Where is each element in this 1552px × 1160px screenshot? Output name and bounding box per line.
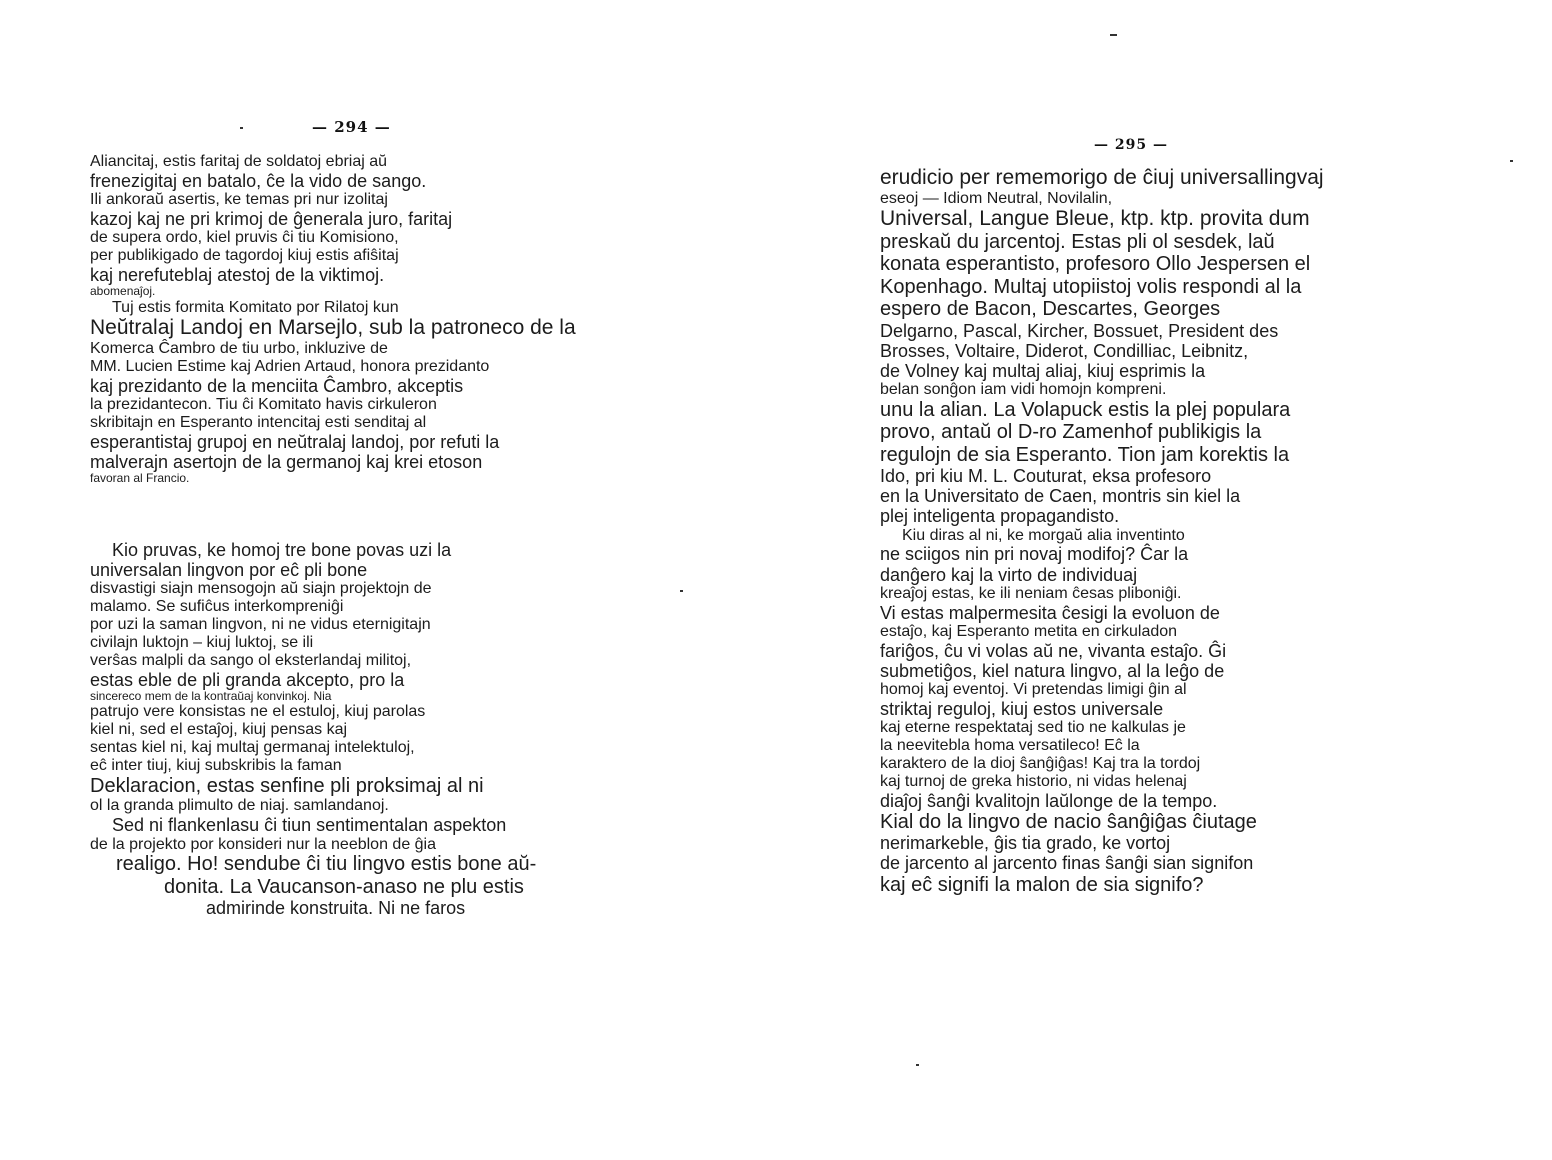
text-line: preskaŭ du jarcentoj. Estas pli ol sesdek, laŭ	[880, 230, 1275, 253]
text-block-3	[880, 166, 1324, 896]
scan-speck	[916, 1064, 919, 1066]
text-block-2	[90, 540, 536, 918]
text-line: civilajn luktojn – kiuj luktoj, se ili	[90, 634, 314, 652]
scan-speck	[1510, 160, 1513, 162]
text-line: belan sonĝon iam vidi homojn kompreni.	[880, 380, 1167, 398]
text-line: en la Universitato de Caen, montris sin kiel la	[880, 486, 1241, 507]
text-line: malamo. Se sufiĉus interkompreniĝi	[90, 598, 344, 616]
text-line: Vi estas malpermesita ĉesigi la evoluon de	[880, 602, 1220, 623]
text-line: kiel ni, sed el estaĵoj, kiuj pensas kaj	[90, 721, 348, 739]
text-line: universalan lingvon por eĉ pli bone	[90, 560, 368, 581]
text-line: konata esperantisto, profesoro Ollo Jespersen el	[880, 253, 1311, 276]
text-line: Ido, pri kiu M. L. Couturat, eksa profesoro	[880, 466, 1212, 487]
page-number-right: — 295 —	[1094, 137, 1168, 153]
text-line: unu la alian. La Volapuck estis la plej populara	[880, 398, 1291, 421]
text-line: MM. Lucien Estime kaj Adrien Artaud, honora prezidanto	[90, 357, 490, 375]
text-line: por uzi la saman lingvon, ni ne vidus eternigitajn	[90, 616, 431, 634]
text-line: de Volney kaj multaj aliaj, kiuj esprimis la	[880, 360, 1206, 381]
text-line: favoran al Francio.	[90, 471, 190, 486]
text-line: Kio pruvas, ke homoj tre bone povas uzi la	[112, 540, 452, 560]
text-line: Brosses, Voltaire, Diderot, Condilliac, Leibnitz,	[880, 340, 1249, 361]
text-line: provo, antaŭ ol D-ro Zamenhof publikigis la	[880, 421, 1262, 444]
text-line: per publikigado de tagordoj kiuj estis afiŝitaj	[90, 247, 399, 265]
text-line: nerimarkeble, ĝis tia grado, ke vortoj	[880, 833, 1171, 854]
text-line: fariĝos, ĉu vi volas aŭ ne, vivanta estaĵo. Ĝi	[880, 640, 1227, 661]
text-line: Tuj estis formita Komitato por Rilatoj kun	[112, 298, 399, 316]
text-line: Ili ankoraŭ asertis, ke temas pri nur izolitaj	[90, 191, 388, 209]
text-line: ne sciigos nin pri novaj modifoj? Ĉar la	[880, 544, 1189, 565]
text-line: erudicio per rememorigo de ĉiuj universallingvaj	[880, 166, 1324, 189]
text-line: espero de Bacon, Descartes, Georges	[880, 298, 1221, 321]
text-line: skribitajn en Esperanto intencitaj esti senditaj al	[90, 413, 427, 431]
text-line: Kial do la lingvo de nacio ŝanĝiĝas ĉiutage	[880, 810, 1257, 833]
text-line: eseoj — Idiom Neutral, Novilalin,	[880, 189, 1113, 207]
text-line: malverajn asertojn de la germanoj kaj krei etoson	[90, 451, 483, 472]
text-line: de supera ordo, kiel pruvis ĉi tiu Komisiono,	[90, 229, 399, 247]
text-line: homoj kaj eventoj. Vi pretendas limigi ĝin al	[880, 681, 1187, 699]
text-line: abomenaĵoj.	[90, 284, 156, 299]
text-line: patrujo vere konsistas ne el estuloj, kiuj parolas	[90, 703, 426, 721]
text-line: la neevitebla homa versatileco! Eĉ la	[880, 736, 1140, 754]
text-line: Universal, Langue Bleue, ktp. ktp. provita dum	[880, 207, 1310, 231]
text-line: Deklaracion, estas senfine pli proksimaj al ni	[90, 775, 484, 798]
text-line: Delgarno, Pascal, Kircher, Bossuet, President des	[880, 320, 1279, 341]
text-line: de jarcento al jarcento finas ŝanĝi sian signifon	[880, 853, 1254, 874]
text-line: kaj nerefuteblaj atestoj de la viktimoj.	[90, 264, 385, 285]
text-line: donita. La Vaucanson-anaso ne plu estis	[164, 875, 524, 898]
text-line: eĉ inter tiuj, kiuj subskribis la faman	[90, 757, 342, 775]
right-page	[776, 0, 1552, 1160]
text-line: estaĵo, kaj Esperanto metita en cirkuladon	[880, 622, 1178, 640]
scan-speck	[1110, 34, 1117, 36]
text-line: kaj prezidanto de la menciita Ĉambro, akceptis	[90, 375, 464, 396]
text-line: esperantistaj grupoj en neŭtralaj landoj, por refuti la	[90, 431, 500, 452]
text-block-1	[90, 153, 576, 485]
text-line: admirinde konstruita. Ni ne faros	[206, 898, 466, 919]
text-line: sentas kiel ni, kaj multaj germanaj intelektuloj,	[90, 739, 415, 757]
text-line: danĝero kaj la virto de individuaj	[880, 564, 1138, 585]
text-line: plej inteligenta propagandisto.	[880, 506, 1120, 527]
text-line: frenezigitaj en batalo, ĉe la vido de sango.	[90, 170, 427, 191]
text-line: regulojn de sia Esperanto. Tion jam korektis la	[880, 443, 1290, 466]
text-line: Neŭtralaj Landoj en Marsejlo, sub la patroneco de la	[90, 316, 576, 340]
text-line: estas eble de pli granda akcepto, pro la	[90, 669, 405, 690]
text-line: diaĵoj ŝanĝi kvalitojn laŭlonge de la tempo.	[880, 790, 1218, 811]
scan-speck	[240, 127, 243, 129]
text-line: kaj eterne respektataj sed tio ne kalkulas je	[880, 719, 1186, 737]
text-line: kreaĵoj estas, ke ili neniam ĉesas pliboniĝi.	[880, 584, 1182, 602]
text-line: verŝas malpli da sango ol eksterlandaj militoj,	[90, 651, 412, 669]
text-line: kazoj kaj ne pri krimoj de ĝenerala juro, faritaj	[90, 208, 453, 229]
text-line: Kiu diras al ni, ke morgaŭ alia inventinto	[902, 526, 1185, 544]
text-line: sincereco mem de la kontraŭaj konvinkoj. Nia	[90, 689, 332, 703]
scan-speck	[680, 590, 683, 592]
text-line: striktaj reguloj, kiuj estos universale	[880, 698, 1164, 719]
text-line: ol la granda plimulto de niaj. samlandanoj.	[90, 797, 389, 815]
text-line: Sed ni flankenlasu ĉi tiun sentimentalan aspekton	[112, 815, 507, 836]
text-line: kaj eĉ signifi la malon de sia signifo?	[880, 873, 1204, 896]
text-line: karaktero de la dioj ŝanĝiĝas! Kaj tra la tordoj	[880, 754, 1201, 772]
text-line: Komerca Ĉambro de tiu urbo, inkluzive de	[90, 339, 388, 357]
text-line: submetiĝos, kiel natura lingvo, al la leĝo de	[880, 660, 1225, 681]
text-line: la prezidantecon. Tiu ĉi Komitato havis cirkuleron	[90, 395, 437, 413]
page-number-left: — 294 —	[312, 118, 391, 136]
text-line: kaj turnoj de greka historio, ni vidas helenaj	[880, 772, 1187, 790]
text-line: disvastigi siajn mensogojn aŭ siajn projektojn de	[90, 580, 432, 598]
text-line: realigo. Ho! sendube ĉi tiu lingvo estis bone aŭ-	[116, 853, 537, 876]
text-line: de la projekto por konsideri nur la neeblon de ĝia	[90, 835, 437, 853]
text-line: Aliancitaj, estis faritaj de soldatoj ebriaj aŭ	[90, 153, 388, 170]
text-line: Kopenhago. Multaj utopiistoj volis respondi al la	[880, 275, 1302, 298]
